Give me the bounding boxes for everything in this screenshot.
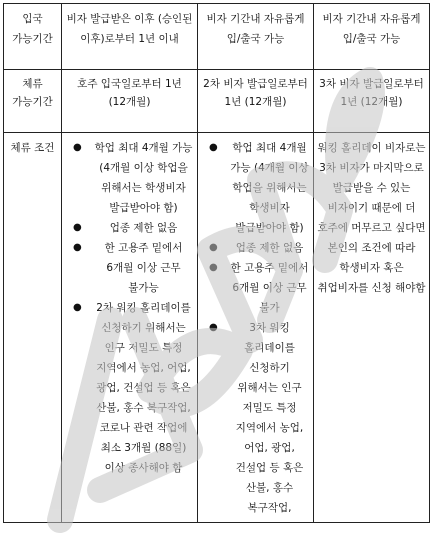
cell-stay-period-third: 3차 비자 발급일로부터 1년 (12개월) [314,70,430,133]
cell-entry-period-second: 비자 기간내 자유롭게 입/출국 가능 [198,4,314,70]
conditions-list-first [65,138,194,478]
bullet-icon: ● [73,142,82,153]
row-header-stay-conditions: 체류 조건 [4,133,62,523]
list-item: ● 한 고용주 밑에서 6개월 이상 근무 불가능 [65,238,194,298]
list-item: ● 업종 제한 없음 [201,238,310,258]
conditions-list-second [201,138,310,518]
row-header-entry-period: 입국 가능기간 [4,4,62,70]
cell-stay-conditions-first [62,133,198,523]
list-item: ● 3차 워킹 홀리데이를 신청하기 위해서는 인구 저밀도 특정 지역에서 농업, 어업, 광업, 건설업 등 혹은 산불, 홍수 복구작업, [201,318,310,518]
list-item: ● 업종 제한 없음 [65,218,194,238]
bullet-icon: ● [209,322,218,333]
cell-entry-period-first: 비자 발급받은 이후 (승인된 이후)로부터 1년 이내 [62,4,198,70]
cell-stay-period-first: 호주 입국일로부터 1년(12개월) [62,70,198,133]
list-item: ● 2차 워킹 홀리데이를 신청하기 위해서는 인구 저밀도 특정 지역에서 농업, 어업, 광업, 건설업 등 혹은 산불, 홍수 복구작업, 코로나 관련 작업에 최소 3개월 (88일) 이상 종사해야 함 [65,298,194,478]
table-row [4,4,430,70]
bullet-icon: ● [209,262,218,273]
bullet-icon: ● [73,302,82,313]
list-item: ● 학업 최대 4개월 가능 (4개월 이상 학업을 위해서는 학생비자 발급받아야 함) [201,138,310,238]
cell-stay-conditions-third: 워킹 홀리데이 비자로는 3차 비자가 마지막으로 발급받을 수 있는 비자이기 때문에 더 호주에 머무르고 싶다면 본인의 조건에 따라 학생비자 혹은 취업비자를 신청 해야함 [314,133,430,523]
list-item: ● 학업 최대 4개월 가능 (4개월 이상 학업을 위해서는 학생비자 발급받아야 함) [65,138,194,218]
visa-comparison-table [3,3,430,523]
bullet-icon: ● [209,142,218,153]
table-row [4,70,430,133]
cell-entry-period-third: 비자 기간내 자유롭게 입/출국 가능 [314,4,430,70]
bullet-icon: ● [209,242,218,253]
bullet-icon: ● [73,242,82,253]
table-row [4,133,430,523]
list-item: ● 한 고용주 밑에서 6개월 이상 근무 불가 [201,258,310,318]
row-header-stay-period: 체류 가능기간 [4,70,62,133]
cell-stay-conditions-second [198,133,314,523]
bullet-icon: ● [73,222,82,233]
cell-stay-period-second: 2차 비자 발급일로부터 1년 (12개월) [198,70,314,133]
